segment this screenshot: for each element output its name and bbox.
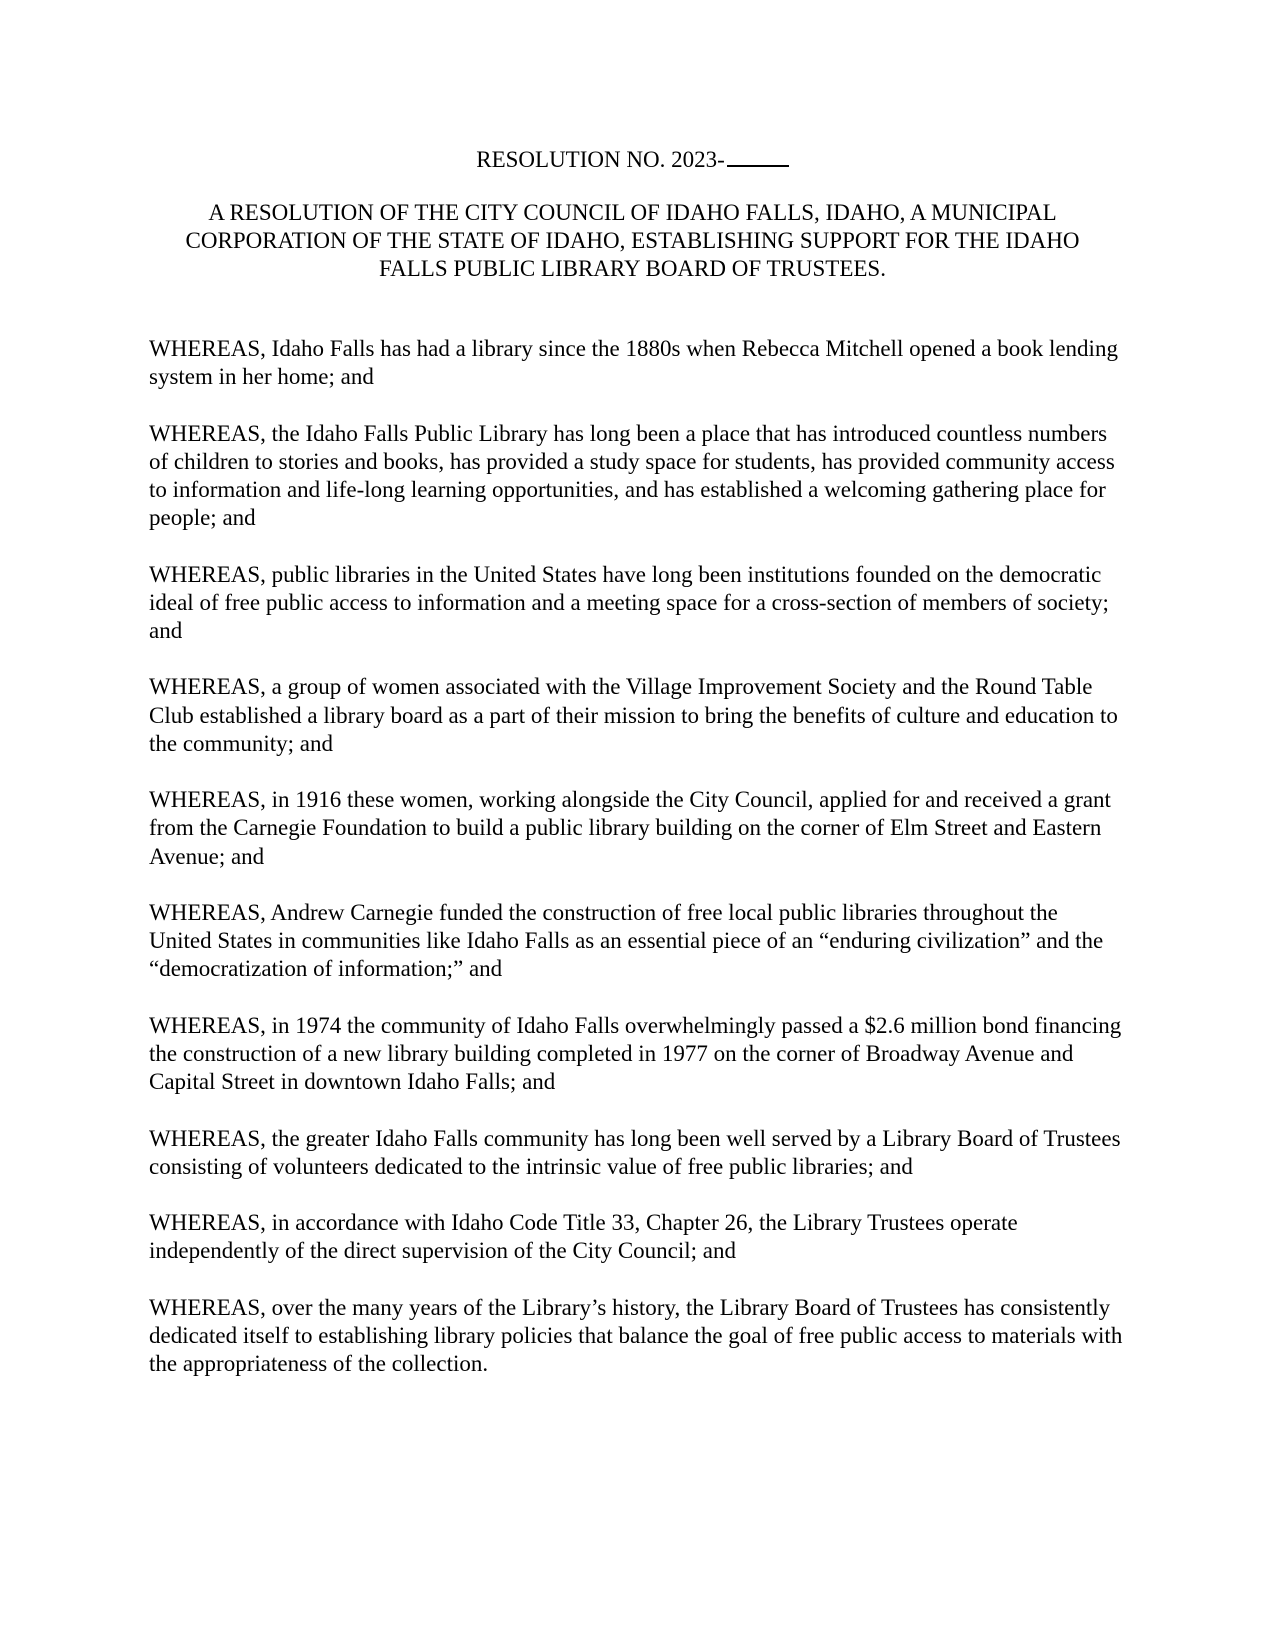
- whereas-clause: WHEREAS, in accordance with Idaho Code Title 33, Chapter 26, the Library Trustees operate independently of the direct supervision of the City Council; and: [149, 1210, 1018, 1264]
- resolution-number-text: RESOLUTION NO. 2023-: [476, 147, 725, 172]
- whereas-clause: WHEREAS, a group of women associated with the Village Improvement Society and the Round Table Club established a library board as a part of their mission to bring the benefits of culture and education to the community; and: [149, 674, 1118, 756]
- resolution-body: [149, 335, 1124, 1407]
- resolution-number: [0, 143, 1265, 174]
- whereas-clause: WHEREAS, public libraries in the United States have long been institutions founded on the democratic ideal of free public access to information and a meeting space for a cross-section of members of society; and: [149, 561, 1109, 643]
- whereas-clause: WHEREAS, over the many years of the Library’s history, the Library Board of Trustees has consistently dedicated itself to establishing library policies that balance the goal of free public access to materials with the appropriateness of the collection.: [149, 1294, 1123, 1377]
- whereas-clause: WHEREAS, Idaho Falls has had a library since the 1880s when Rebecca Mitchell opened a book lending system in her home; and: [149, 336, 1118, 390]
- whereas-clause: WHEREAS, in 1916 these women, working alongside the City Council, applied for and received a grant from the Carnegie Foundation to build a public library building on the corner of Elm Street and Eastern Avenue; and: [149, 787, 1111, 869]
- resolution-title: A RESOLUTION OF THE CITY COUNCIL OF IDAHO FALLS, IDAHO, A MUNICIPAL CORPORATION OF THE STATE OF IDAHO, ESTABLISHING SUPPORT FOR THE IDAHO FALLS PUBLIC LIBRARY BOARD OF TRUSTEES.: [185, 200, 1080, 281]
- resolution-number-blank: [727, 143, 789, 167]
- whereas-clause: WHEREAS, in 1974 the community of Idaho Falls overwhelmingly passed a $2.6 million bond financing the construction of a new library building completed in 1977 on the corner of Broadway Avenue and Capital Street in downtown Idaho Falls; and: [149, 1012, 1122, 1095]
- whereas-clause: WHEREAS, Andrew Carnegie funded the construction of free local public libraries throughout the United States in communities like Idaho Falls as an essential piece of an “enduring civilization” and the “democratization of information;” and: [149, 899, 1104, 982]
- whereas-clause: WHEREAS, the greater Idaho Falls community has long been well served by a Library Board of Trustees consisting of volunteers dedicated to the intrinsic value of free public libraries; and: [149, 1125, 1121, 1179]
- whereas-clause: WHEREAS, the Idaho Falls Public Library has long been a place that has introduced countless numbers of children to stories and books, has provided a study space for students, has provided community access to information and life-long learning opportunities, and has established a welcoming gathering place for people; and: [149, 420, 1115, 531]
